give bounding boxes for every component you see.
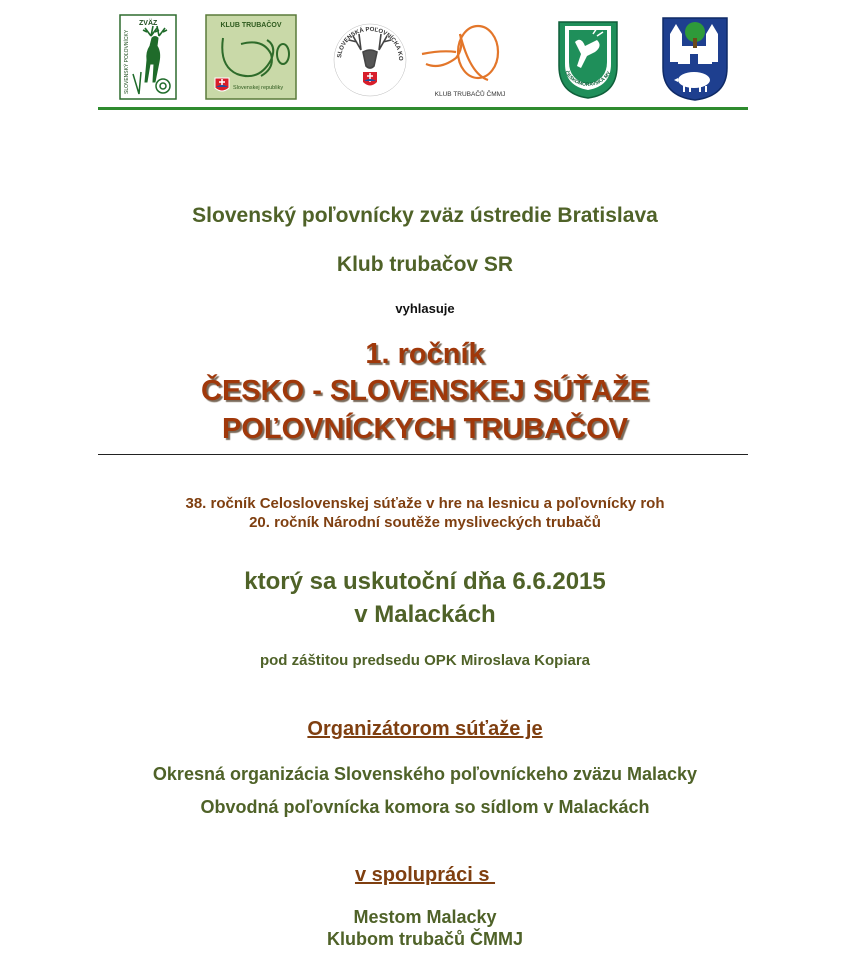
sk-shield-icon xyxy=(363,72,377,86)
event-location: v Malackách xyxy=(354,601,496,628)
partner-2: Klubom trubačů ČMMJ xyxy=(327,929,523,949)
spk-ring-text: SLOVENSKÁ POĽOVNÍCKA KO xyxy=(337,26,404,61)
patronage-text: pod záštitou predsedu OPK Miroslava Kopiara xyxy=(259,652,591,669)
title-year: 1. ročník xyxy=(365,338,485,370)
club-name: Klub trubačov SR xyxy=(336,253,514,276)
cmmj-ring-text: ČESKOMORAVSKÁ MY xyxy=(563,69,613,88)
sk-coat-of-arms-icon xyxy=(215,78,229,91)
announces-text: vyhlasuje xyxy=(395,301,455,316)
event-date: ktorý sa uskutoční dňa 6.6.2015 xyxy=(244,568,606,595)
cooperation-heading: v spolupráci s xyxy=(354,864,496,886)
klub-sr-caption: Slovenskej republiky xyxy=(233,85,284,91)
green-divider xyxy=(98,107,748,110)
organization-name: Slovenský poľovnícky zväz ústredie Bratislava xyxy=(192,204,658,227)
spk-logo xyxy=(331,14,409,100)
cmmj-logo xyxy=(553,14,623,100)
partner-1: Mestom Malacky xyxy=(353,907,497,927)
organizer-1: Okresná organizácia Slovenského poľovníckeho zväzu Malacky xyxy=(152,764,698,784)
subtitle-line-1: 38. ročník Celoslovenskej súťaže v hre na lesnicu a poľovnícky roh xyxy=(185,495,665,512)
svz-logo xyxy=(119,14,177,100)
svz-side-text: SLOVENSKÝ POĽOVNÍCKY xyxy=(124,29,130,94)
organizers-heading: Organizátorom súťaže je xyxy=(307,718,543,740)
title-competition: ČESKO - SLOVENSKEJ SÚŤAŽE xyxy=(201,375,649,407)
svz-top-text: ZVÄZ xyxy=(139,20,158,27)
klub-trubacu-cmmj-logo xyxy=(416,14,516,100)
klub-cmmj-caption: KLUB TRUBAČŮ ČMMJ xyxy=(434,91,506,98)
orange-horn-icon xyxy=(422,26,498,80)
malacky-coat-of-arms-logo xyxy=(660,14,730,102)
title-divider xyxy=(98,454,748,455)
subtitle-line-2: 20. ročník Národní soutěže mysliveckých trubačů xyxy=(249,514,601,531)
organizer-2: Obvodná poľovnícka komora so sídlom v Malackách xyxy=(200,797,650,817)
klub-trubacov-sr-logo xyxy=(205,14,297,100)
logo-row xyxy=(98,14,748,106)
title-trumpeters: POĽOVNÍCKYCH TRUBAČOV xyxy=(221,413,628,445)
klub-sr-title: KLUB TRUBAČOV xyxy=(220,22,282,29)
